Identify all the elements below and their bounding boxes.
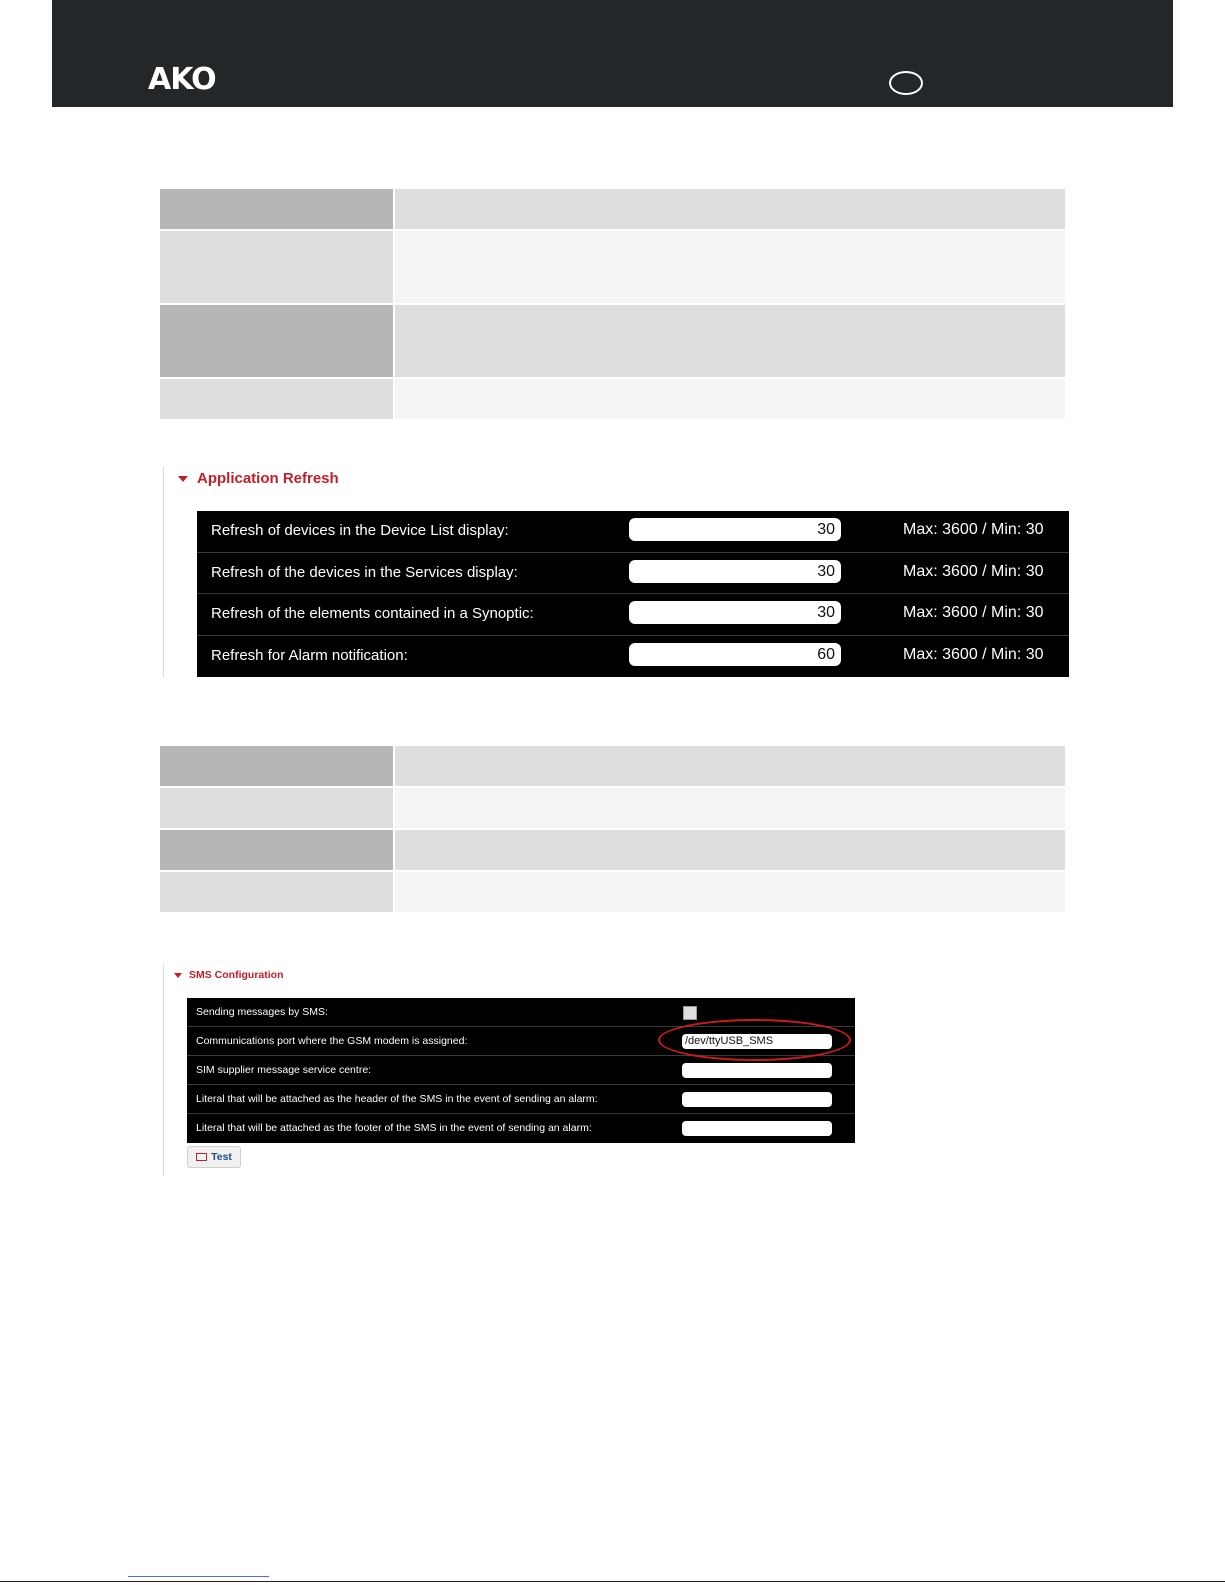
refresh-range: Max: 3600 / Min: 30 (903, 645, 1044, 663)
refresh-alarm-input[interactable]: 60 (629, 643, 841, 666)
refresh-services-input[interactable]: 30 (629, 560, 841, 583)
refresh-label: Refresh of devices in the Device List display: (211, 522, 509, 539)
sms-row (187, 1114, 855, 1143)
sms-label: Sending messages by SMS: (196, 1006, 328, 1018)
spec-table-2 (160, 746, 1065, 914)
refresh-settings-table (197, 511, 1069, 677)
test-button[interactable] (187, 1146, 241, 1168)
ako-logo: AKO (148, 62, 216, 97)
sms-panel-border (163, 964, 164, 1176)
header-bar (52, 0, 1173, 107)
refresh-row (197, 511, 1069, 553)
gsm-port-input[interactable]: /dev/ttyUSB_SMS (682, 1034, 832, 1049)
refresh-row (197, 636, 1069, 678)
oval-icon (889, 71, 923, 95)
sms-panel-title: SMS Configuration (189, 969, 284, 981)
refresh-device-list-input[interactable]: 30 (629, 518, 841, 541)
footer-divider (0, 1581, 1225, 1582)
service-centre-input[interactable] (682, 1063, 832, 1078)
refresh-range: Max: 3600 / Min: 30 (903, 562, 1044, 580)
envelope-icon (196, 1153, 207, 1161)
collapse-triangle-icon[interactable] (174, 973, 182, 978)
sms-label: Literal that will be attached as the header of the SMS in the event of sending an alarm: (196, 1093, 598, 1105)
sms-panel-header[interactable] (174, 969, 284, 981)
sms-label: Literal that will be attached as the footer of the SMS in the event of sending an alarm: (196, 1122, 592, 1134)
refresh-label: Refresh of the devices in the Services display: (211, 563, 518, 581)
sms-label: SIM supplier message service centre: (196, 1064, 372, 1076)
sms-footer-input[interactable] (682, 1121, 832, 1136)
refresh-synoptic-input[interactable]: 30 (629, 601, 841, 624)
collapse-triangle-icon[interactable] (178, 476, 188, 482)
refresh-panel-title: Application Refresh (197, 470, 339, 487)
refresh-row (197, 553, 1069, 595)
refresh-range: Max: 3600 / Min: 30 (903, 521, 1044, 538)
sms-label: Communications port where the GSM modem is assigned: (196, 1035, 468, 1047)
sms-enable-checkbox[interactable] (683, 1006, 697, 1020)
refresh-panel-border (163, 466, 164, 678)
refresh-range: Max: 3600 / Min: 30 (903, 604, 1044, 621)
refresh-label: Refresh of the elements contained in a Synoptic: (211, 605, 534, 622)
refresh-panel-header[interactable] (178, 470, 339, 487)
test-button-label: Test (211, 1151, 232, 1163)
refresh-row (197, 594, 1069, 636)
footer-link-underline[interactable] (128, 1576, 269, 1577)
spec-table-1 (160, 189, 1065, 421)
refresh-label: Refresh for Alarm notification: (211, 646, 408, 664)
sms-row (187, 1085, 855, 1114)
highlight-ellipse (658, 1019, 851, 1061)
sms-header-input[interactable] (682, 1092, 832, 1107)
